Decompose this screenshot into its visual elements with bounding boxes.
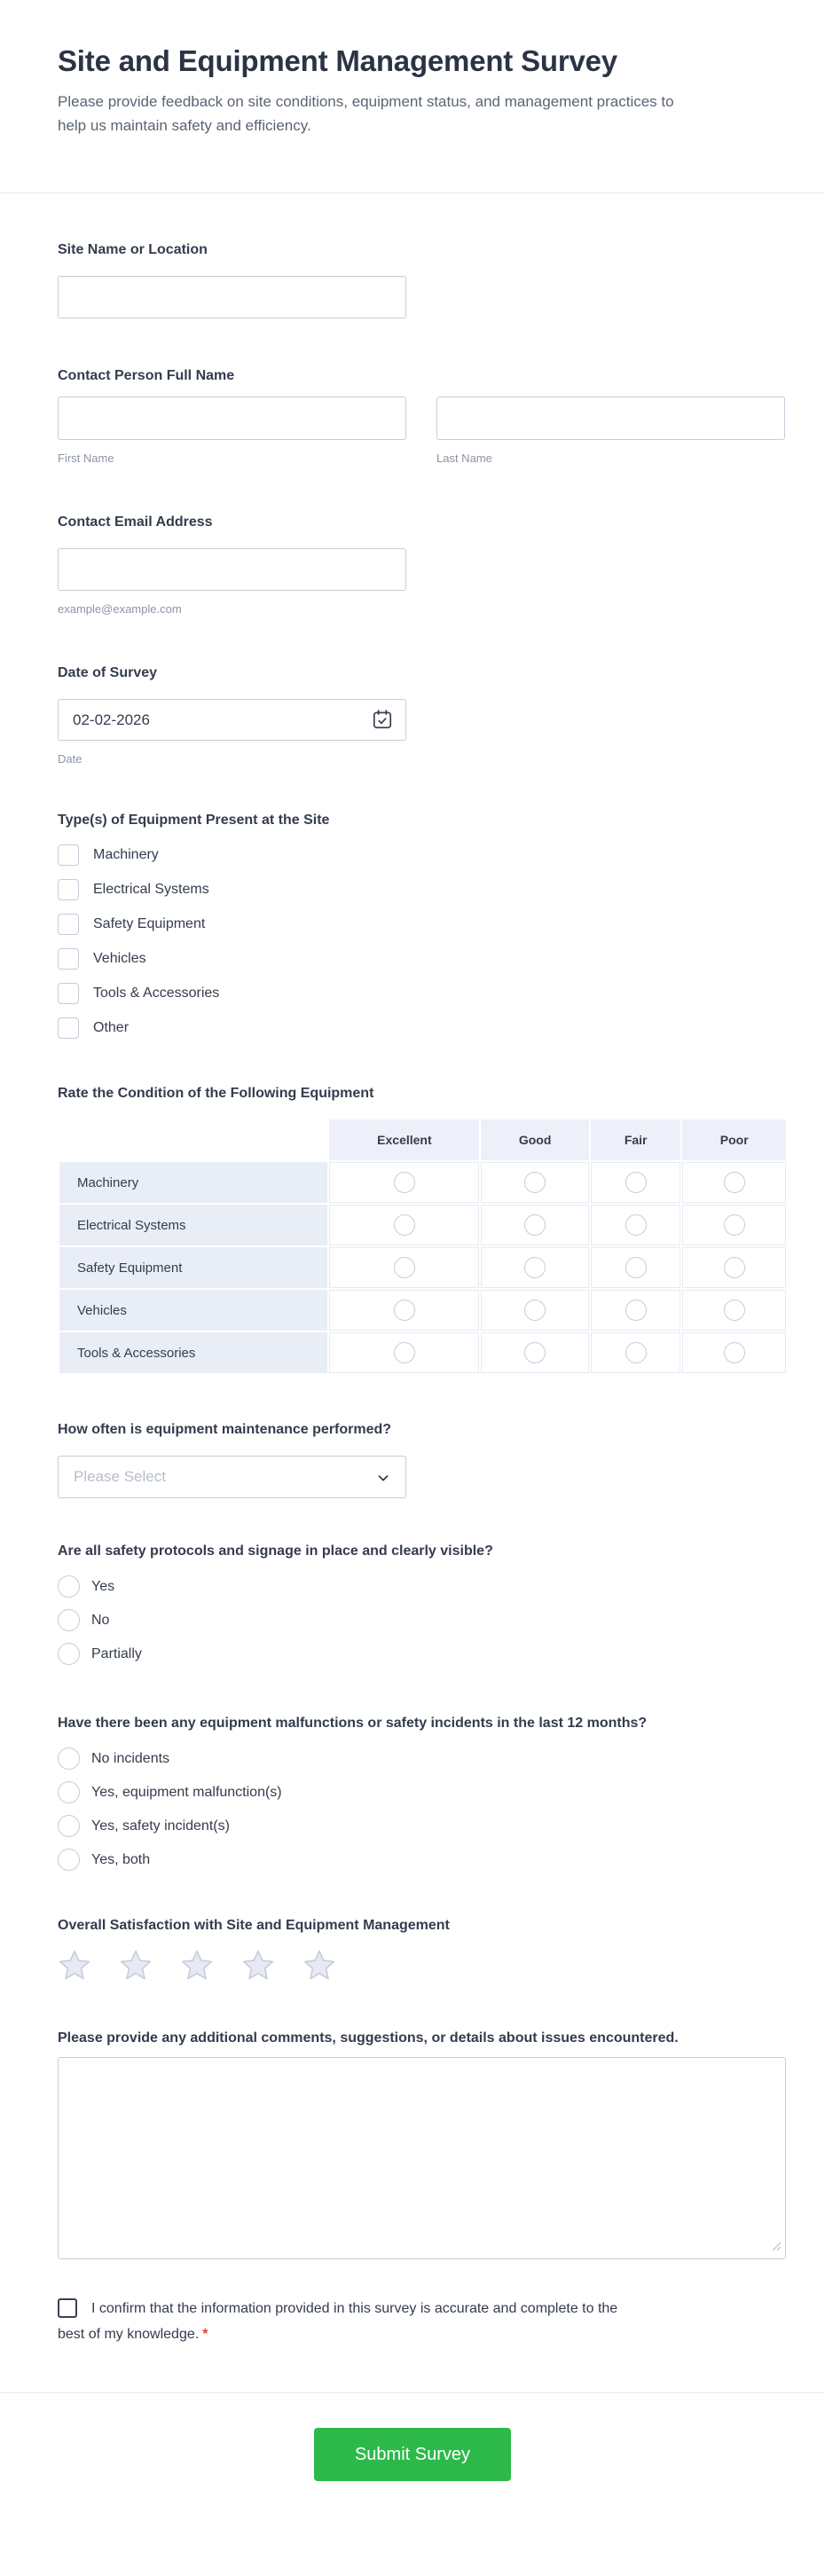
site-name-input[interactable]	[58, 276, 406, 318]
confirmation-checkbox[interactable]	[58, 2298, 77, 2318]
select-placeholder: Please Select	[74, 1468, 166, 1485]
question-email	[58, 514, 786, 616]
question-site-name	[58, 241, 786, 318]
matrix-row-label: Safety Equipment	[59, 1247, 327, 1288]
option-label: No	[91, 1612, 110, 1628]
question-date	[58, 664, 786, 766]
matrix-radio-safety-fair[interactable]	[625, 1257, 647, 1278]
matrix-row-label: Tools & Accessories	[59, 1332, 327, 1373]
condition-matrix-label: Rate the Condition of the Following Equipment	[58, 1086, 374, 1101]
matrix-col-fair: Fair	[591, 1119, 681, 1160]
question-equipment-types	[58, 812, 786, 1039]
star-icon-4[interactable]	[241, 1948, 275, 1982]
matrix-row-vehicles	[59, 1290, 786, 1331]
matrix-row-machinery	[59, 1162, 786, 1203]
option-label: No incidents	[91, 1750, 170, 1766]
matrix-radio-vehicles-excellent[interactable]	[394, 1300, 415, 1321]
matrix-corner-cell	[59, 1119, 327, 1160]
option-label: Yes, safety incident(s)	[91, 1818, 230, 1834]
matrix-radio-machinery-excellent[interactable]	[394, 1172, 415, 1193]
incidents-label: Have there been any equipment malfunctions or safety incidents in the last 12 months?	[58, 1716, 648, 1731]
matrix-radio-tools-good[interactable]	[524, 1342, 546, 1363]
matrix-radio-electrical-poor[interactable]	[724, 1214, 745, 1236]
checkbox-option-machinery[interactable]	[58, 844, 786, 866]
matrix-row-label: Electrical Systems	[59, 1205, 327, 1245]
first-name-column	[58, 397, 406, 465]
form-footer	[0, 2392, 825, 2525]
last-name-sublabel: Last Name	[436, 452, 492, 465]
matrix-radio-electrical-excellent[interactable]	[394, 1214, 415, 1236]
matrix-radio-tools-poor[interactable]	[724, 1342, 745, 1363]
option-label: Yes, equipment malfunction(s)	[91, 1784, 282, 1800]
radio-icon[interactable]	[58, 1747, 80, 1770]
date-sublabel: Date	[58, 752, 82, 766]
checkbox-icon[interactable]	[58, 983, 79, 1004]
radio-icon[interactable]	[58, 1815, 80, 1837]
equipment-types-label: Type(s) of Equipment Present at the Site	[58, 813, 330, 828]
page-subtitle: Please provide feedback on site conditions, equipment status, and management practices to help us maintain safety and efficiency.	[58, 93, 674, 134]
matrix-row-tools-accessories	[59, 1332, 786, 1373]
maintenance-frequency-label: How often is equipment maintenance performed?	[58, 1422, 392, 1437]
matrix-radio-tools-fair[interactable]	[625, 1342, 647, 1363]
required-asterisk: *	[202, 2327, 208, 2342]
matrix-radio-vehicles-good[interactable]	[524, 1300, 546, 1321]
matrix-row-electrical-systems	[59, 1205, 786, 1245]
form-header	[0, 0, 825, 193]
matrix-radio-electrical-fair[interactable]	[625, 1214, 647, 1236]
page-title: Site and Equipment Management Survey	[58, 44, 617, 77]
matrix-row-safety-equipment	[59, 1247, 786, 1288]
question-comments	[58, 2026, 786, 2264]
radio-icon[interactable]	[58, 1609, 80, 1631]
matrix-radio-electrical-good[interactable]	[524, 1214, 546, 1236]
form-body	[58, 241, 786, 2347]
matrix-col-excellent: Excellent	[329, 1119, 479, 1160]
checkbox-option-electrical-systems[interactable]	[58, 879, 786, 900]
checkbox-icon[interactable]	[58, 844, 79, 866]
checkbox-icon[interactable]	[58, 1017, 79, 1039]
confirmation-label: I confirm that the information provided in this survey is accurate and complete to the best of my knowledge.	[58, 2301, 618, 2342]
radio-option-partially[interactable]	[58, 1643, 786, 1665]
star-icon-1[interactable]	[58, 1948, 91, 1982]
radio-option-equipment-malfunction[interactable]	[58, 1781, 786, 1803]
checkbox-icon[interactable]	[58, 914, 79, 935]
radio-option-yes[interactable]	[58, 1575, 786, 1598]
resize-handle-icon[interactable]	[771, 2240, 782, 2256]
checkbox-option-other[interactable]	[58, 1017, 786, 1039]
matrix-radio-safety-excellent[interactable]	[394, 1257, 415, 1278]
question-safety-protocols	[58, 1543, 786, 1665]
first-name-input[interactable]	[58, 397, 406, 440]
matrix-col-good: Good	[481, 1119, 589, 1160]
checkbox-option-tools-accessories[interactable]	[58, 983, 786, 1004]
radio-icon[interactable]	[58, 1781, 80, 1803]
matrix-radio-machinery-fair[interactable]	[625, 1172, 647, 1193]
comments-label: Please provide any additional comments, suggestions, or details about issues encountered.	[58, 2030, 679, 2046]
matrix-radio-vehicles-fair[interactable]	[625, 1300, 647, 1321]
matrix-col-poor: Poor	[682, 1119, 786, 1160]
checkbox-icon[interactable]	[58, 879, 79, 900]
option-label: Electrical Systems	[93, 882, 209, 897]
question-satisfaction	[58, 1917, 786, 1982]
matrix-radio-safety-poor[interactable]	[724, 1257, 745, 1278]
email-input[interactable]	[58, 548, 406, 591]
matrix-radio-tools-excellent[interactable]	[394, 1342, 415, 1363]
last-name-input[interactable]	[436, 397, 785, 440]
radio-option-no-incidents[interactable]	[58, 1747, 786, 1770]
site-name-label: Site Name or Location	[58, 242, 208, 257]
radio-option-safety-incident[interactable]	[58, 1815, 786, 1837]
option-label: Machinery	[93, 847, 159, 862]
matrix-radio-safety-good[interactable]	[524, 1257, 546, 1278]
comments-textarea[interactable]	[58, 2057, 786, 2259]
star-rating	[58, 1948, 786, 1982]
calendar-check-icon[interactable]	[371, 708, 394, 731]
radio-icon[interactable]	[58, 1849, 80, 1871]
option-label: Yes	[91, 1578, 115, 1594]
question-maintenance-frequency	[58, 1421, 786, 1498]
checkbox-icon[interactable]	[58, 948, 79, 970]
option-label: Other	[93, 1020, 130, 1035]
date-input[interactable]	[58, 699, 406, 741]
satisfaction-label: Overall Satisfaction with Site and Equipment Management	[58, 1918, 450, 1933]
option-label: Tools & Accessories	[93, 986, 220, 1001]
matrix-radio-vehicles-poor[interactable]	[724, 1300, 745, 1321]
option-label: Partially	[91, 1645, 142, 1661]
question-incidents	[58, 1711, 786, 1871]
matrix-row-label: Vehicles	[59, 1290, 327, 1331]
option-label: Yes, both	[91, 1851, 151, 1867]
radio-icon[interactable]	[58, 1575, 80, 1598]
star-icon-3[interactable]	[180, 1948, 214, 1982]
option-label: Safety Equipment	[93, 916, 206, 931]
submit-survey-button[interactable]: Submit Survey	[314, 2428, 511, 2481]
email-label: Contact Email Address	[58, 514, 213, 530]
maintenance-frequency-select[interactable]	[58, 1456, 406, 1498]
date-label: Date of Survey	[58, 665, 158, 680]
contact-name-label: Contact Person Full Name	[58, 368, 235, 383]
matrix-radio-machinery-poor[interactable]	[724, 1172, 745, 1193]
matrix-radio-machinery-good[interactable]	[524, 1172, 546, 1193]
option-label: Vehicles	[93, 951, 146, 966]
question-contact-name	[58, 367, 786, 465]
radio-option-yes-both[interactable]	[58, 1849, 786, 1871]
safety-protocols-label: Are all safety protocols and signage in place and clearly visible?	[58, 1543, 493, 1559]
last-name-column	[436, 397, 785, 465]
checkbox-option-vehicles[interactable]	[58, 948, 786, 970]
first-name-sublabel: First Name	[58, 452, 114, 465]
star-icon-5[interactable]	[302, 1948, 336, 1982]
radio-option-no[interactable]	[58, 1609, 786, 1631]
email-sublabel: example@example.com	[58, 602, 182, 616]
star-icon-2[interactable]	[119, 1948, 153, 1982]
condition-matrix-table	[58, 1118, 788, 1375]
question-condition-matrix	[58, 1085, 786, 1375]
chevron-down-icon	[375, 1470, 391, 1490]
question-confirmation	[58, 2296, 625, 2347]
radio-icon[interactable]	[58, 1643, 80, 1665]
matrix-row-label: Machinery	[59, 1162, 327, 1203]
checkbox-option-safety-equipment[interactable]	[58, 914, 786, 935]
